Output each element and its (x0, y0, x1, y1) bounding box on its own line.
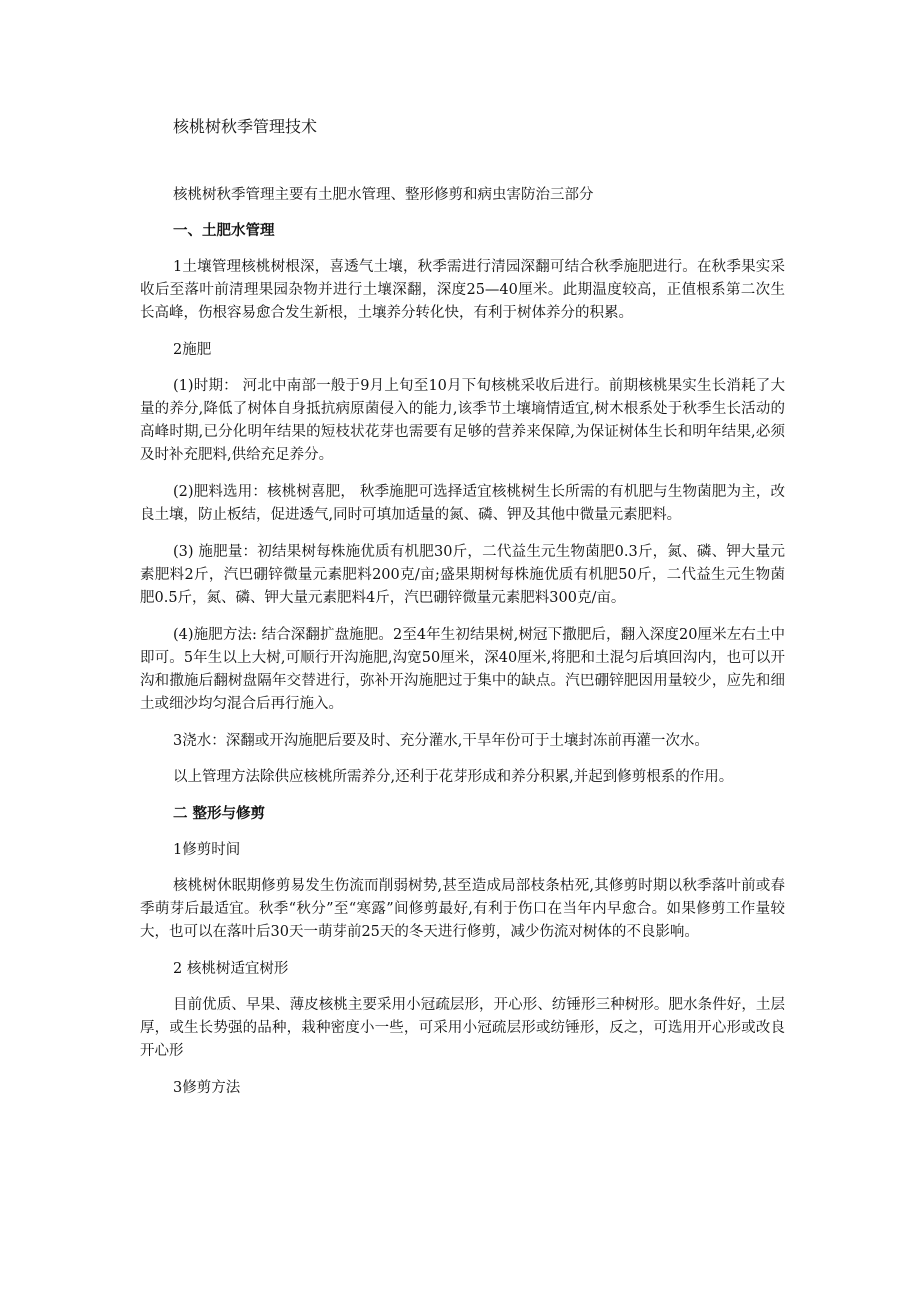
paragraph-watering: 3浇水：深翻或开沟施肥后要及时、充分灌水,干旱年份可于土壤封冻前再灌一次水。 (173, 733, 709, 749)
paragraph-pruning-time-title: 1修剪时间 (173, 842, 241, 858)
paragraph-management-summary: 以上管理方法除供应核桃所需养分,还利于花芽形成和养分积累,并起到修剪根系的作用。 (173, 769, 734, 785)
intro-paragraph: 核桃树秋季管理主要有土肥水管理、整形修剪和病虫害防治三部分 (173, 187, 594, 203)
paragraph-soil-management: 1土壤管理核桃树根深，喜透气土壤，秋季需进行清园深翻可结合秋季施肥进行。在秋季果实采收后至落叶前清理果园杂物并进行土壤深翻，深度25—40厘米。此期温度较高，正值根系第二次生长高峰，伤根容易愈合发生新根，土壤养分转化快，有利于树体养分的积累。 (140, 259, 785, 321)
document-body (140, 184, 785, 1113)
section-heading-shaping-pruning: 二 整形与修剪 (173, 806, 266, 822)
paragraph-pruning-method-title: 3修剪方法 (173, 1080, 241, 1096)
paragraph-tree-form-title: 2 核桃树适宜树形 (173, 961, 289, 977)
document-title: 核桃树秋季管理技术 (173, 117, 318, 136)
section-heading-soil-fertilizer-water: 一、土肥水管理 (173, 223, 275, 239)
paragraph-fertilization-method: (4)施肥方法: 结合深翻扩盘施肥。2至4年生初结果树,树冠下撒肥后，翻入深度20厘米左右土中即可。5年生以上大树,可顺行开沟施肥,沟宽50厘米，深40厘米,将肥和土混匀后填回沟内，也可以开沟和撒施后翻树盘隔年交替进行，弥补开沟施肥过于集中的缺点。汽巴硼锌肥因用量较少，应先和细土或细沙均匀混合后再行施入。 (140, 627, 785, 712)
paragraph-pruning-time: 核桃树休眠期修剪易发生伤流而削弱树势,甚至造成局部枝条枯死,其修剪时期以秋季落叶前或春季萌芽后最适宜。秋季“秋分”至“寒露”间修剪最好,有利于伤口在当年内早愈合。如果修剪工作量较大，也可以在落叶后30天一萌芽前25天的冬天进行修剪，减少伤流对树体的不良影响。 (140, 878, 785, 940)
paragraph-fertilization-title: 2施肥 (173, 342, 212, 358)
paragraph-fertilizer-selection: (2)肥料选用：核桃树喜肥， 秋季施肥可选择适宜核桃树生长所需的有机肥与生物菌肥为主，改良土壤，防止板结，促进透气,同时可填加适量的氮、磷、钾及其他中微量元素肥料。 (140, 484, 785, 523)
paragraph-fertilizer-amount: (3) 施肥量：初结果树每株施优质有机肥30斤，二代益生元生物菌肥0.3斤，氮、磷、钾大量元素肥料2斤，汽巴硼锌微量元素肥料200克/亩;盛果期树每株施优质有机肥50斤，二代益生元生物菌肥0.5斤，氮、磷、钾大量元素肥料4斤，汽巴硼锌微量元素肥料300克/亩。 (140, 544, 785, 606)
paragraph-fertilization-timing: (1)时期： 河北中南部一般于9月上旬至10月下旬核桃采收后进行。前期核桃果实生长消耗了大量的养分,降低了树体自身抵抗病原菌侵入的能力,该季节土壤墒情适宜,树木根系处于秋季生长活动的高峰时期,已分化明年结果的短枝状花芽也需要有足够的营养来保障,为保证树体生长和明年结果,必须及时补充肥料,供给充足养分。 (140, 378, 785, 463)
paragraph-tree-forms: 目前优质、早果、薄皮核桃主要采用小冠疏层形，开心形、纺锤形三种树形。肥水条件好，土层厚，或生长势强的品种，栽种密度小一些，可采用小冠疏层形或纺锤形，反之，可选用开心形或改良开心形 (140, 997, 785, 1059)
